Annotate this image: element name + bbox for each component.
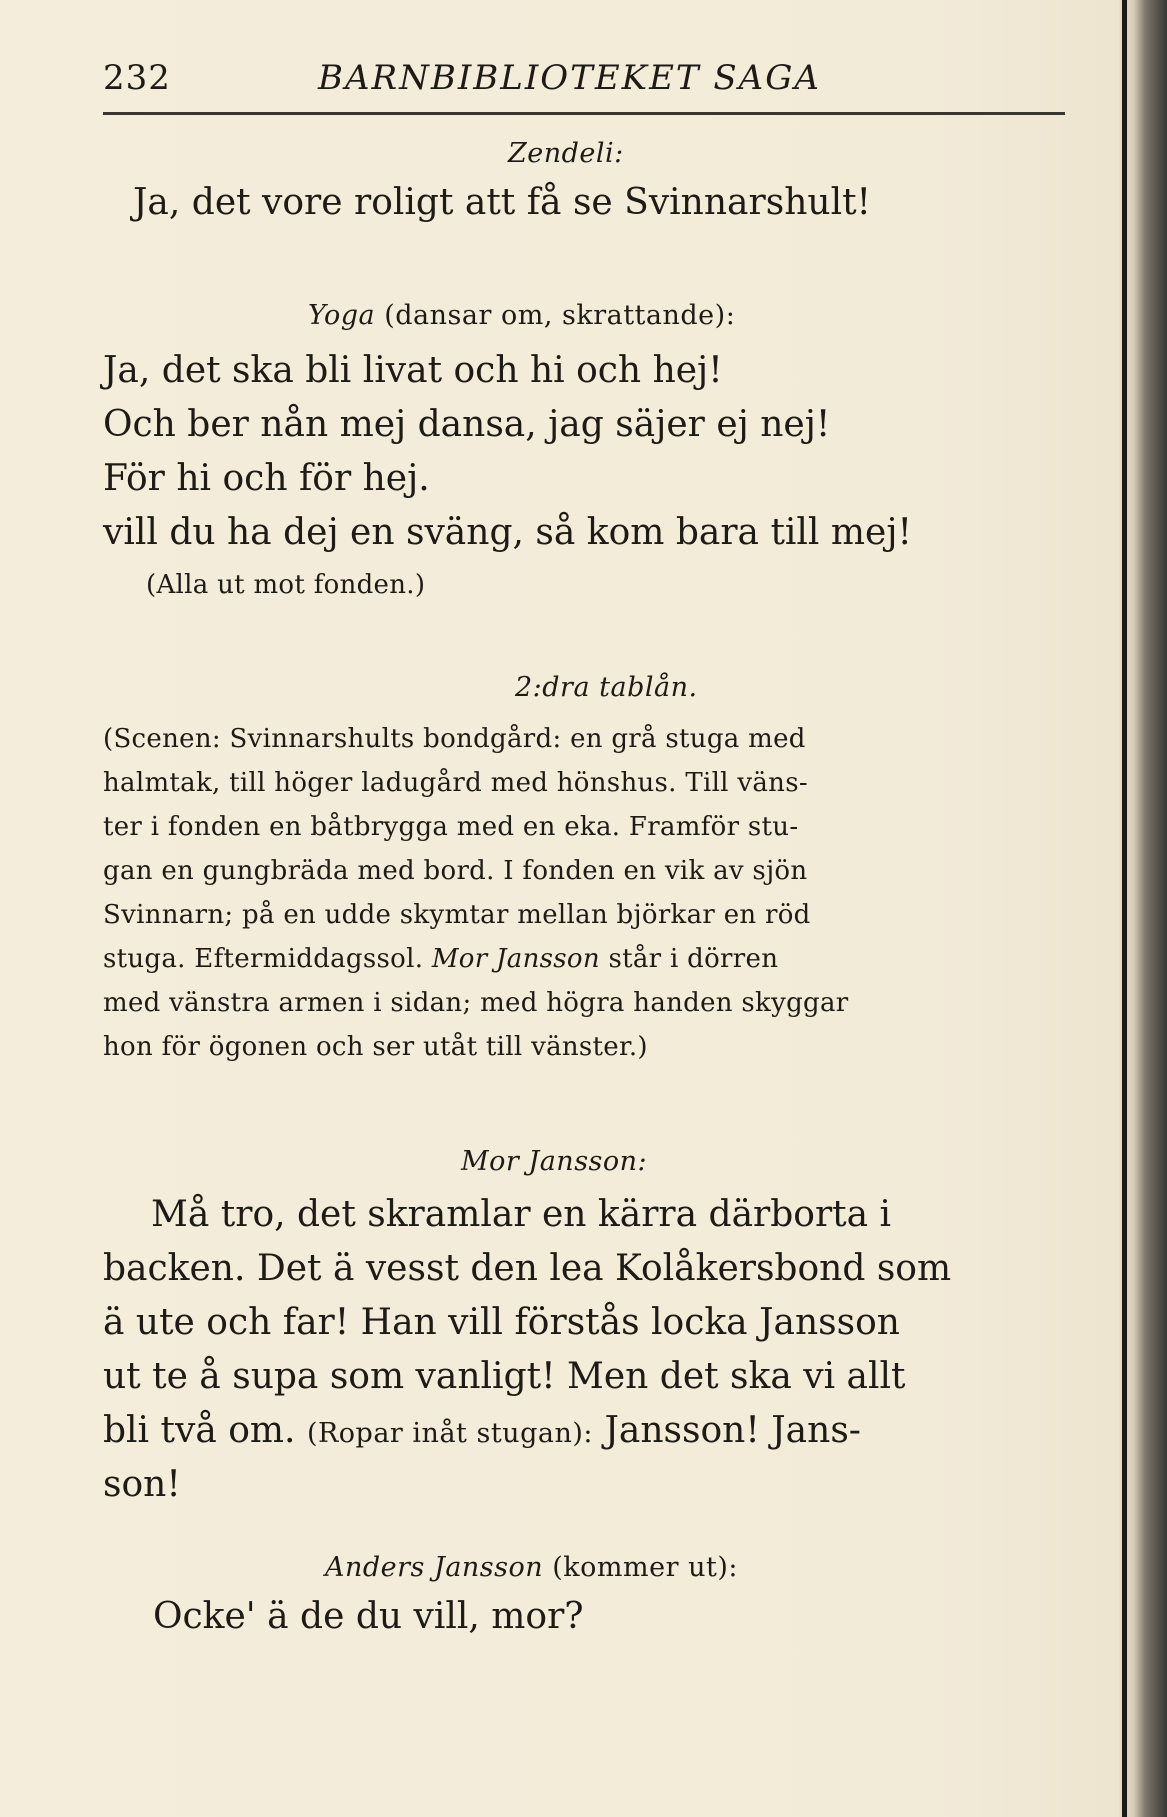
- book-gutter-line: [1122, 0, 1127, 1817]
- dialogue-line: [103, 1410, 861, 1451]
- scene-line: [103, 944, 778, 974]
- speaker-heading: [308, 300, 735, 331]
- stage-direction: (kommer ut):: [552, 1552, 738, 1583]
- character-name: Mor Jansson: [431, 944, 600, 974]
- dialogue-line: Och ber nån mej dansa, jag säjer ej nej!: [103, 404, 831, 445]
- scene-line: ter i fonden en båtbrygga med en eka. Framför stu-: [103, 812, 799, 842]
- dialogue-text: bli två om.: [103, 1410, 296, 1451]
- dialogue-line: vill du ha dej en sväng, så kom bara till mej!: [103, 512, 912, 553]
- dialogue-line: ut te å supa som vanligt! Men det ska vi allt: [103, 1356, 906, 1397]
- scene-text: stuga. Eftermiddagssol.: [103, 944, 424, 974]
- speaker-name: Anders Jansson: [325, 1552, 544, 1583]
- scene-line: hon för ögonen och ser utåt till vänster.): [103, 1032, 648, 1062]
- speaker-name: Mor Jansson:: [461, 1146, 648, 1177]
- dialogue-line: Ja, det ska bli livat och hi och hej!: [103, 350, 723, 391]
- scene-line: (Scenen: Svinnarshults bondgård: en grå stuga med: [103, 724, 806, 754]
- dialogue-line: Må tro, det skramlar en kärra därborta i: [151, 1194, 892, 1235]
- dialogue-line: Ja, det vore roligt att få se Svinnarshult!: [133, 182, 872, 223]
- scene-text: står i dörren: [608, 944, 779, 974]
- page-number: 232: [103, 58, 171, 98]
- dialogue-line: För hi och för hej.: [103, 458, 430, 499]
- scene-line: med vänstra armen i sidan; med högra handen skyggar: [103, 988, 849, 1018]
- dialogue-line: Ocke' ä de du vill, mor?: [153, 1596, 584, 1637]
- scene-line: gan en gungbräda med bord. I fonden en vik av sjön: [103, 856, 808, 886]
- speaker-name: Yoga: [308, 300, 376, 331]
- dialogue-text: Jansson! Jans-: [604, 1410, 861, 1451]
- dialogue-line: backen. Det ä vesst den lea Kolåkersbond som: [103, 1248, 952, 1289]
- scene-line: halmtak, till höger ladugård med hönshus. Till väns-: [103, 768, 808, 798]
- speaker-heading: [325, 1552, 738, 1583]
- stage-direction: (dansar om, skrattande):: [384, 300, 736, 331]
- scene-title: 2:dra tablån.: [515, 672, 698, 703]
- page-header: [103, 58, 1065, 104]
- speaker-name: Zendeli:: [508, 138, 624, 169]
- header-rule: [103, 112, 1065, 115]
- scene-line: Svinnarn; på en udde skymtar mellan björkar en röd: [103, 900, 811, 930]
- dialogue-line: ä ute och far! Han vill förstås locka Jansson: [103, 1302, 900, 1343]
- stage-direction: (Ropar inåt stugan):: [306, 1418, 593, 1449]
- running-title: BARNBIBLIOTEKET SAGA: [318, 58, 821, 98]
- dialogue-line: son!: [103, 1464, 181, 1505]
- stage-direction: (Alla ut mot fonden.): [146, 570, 426, 600]
